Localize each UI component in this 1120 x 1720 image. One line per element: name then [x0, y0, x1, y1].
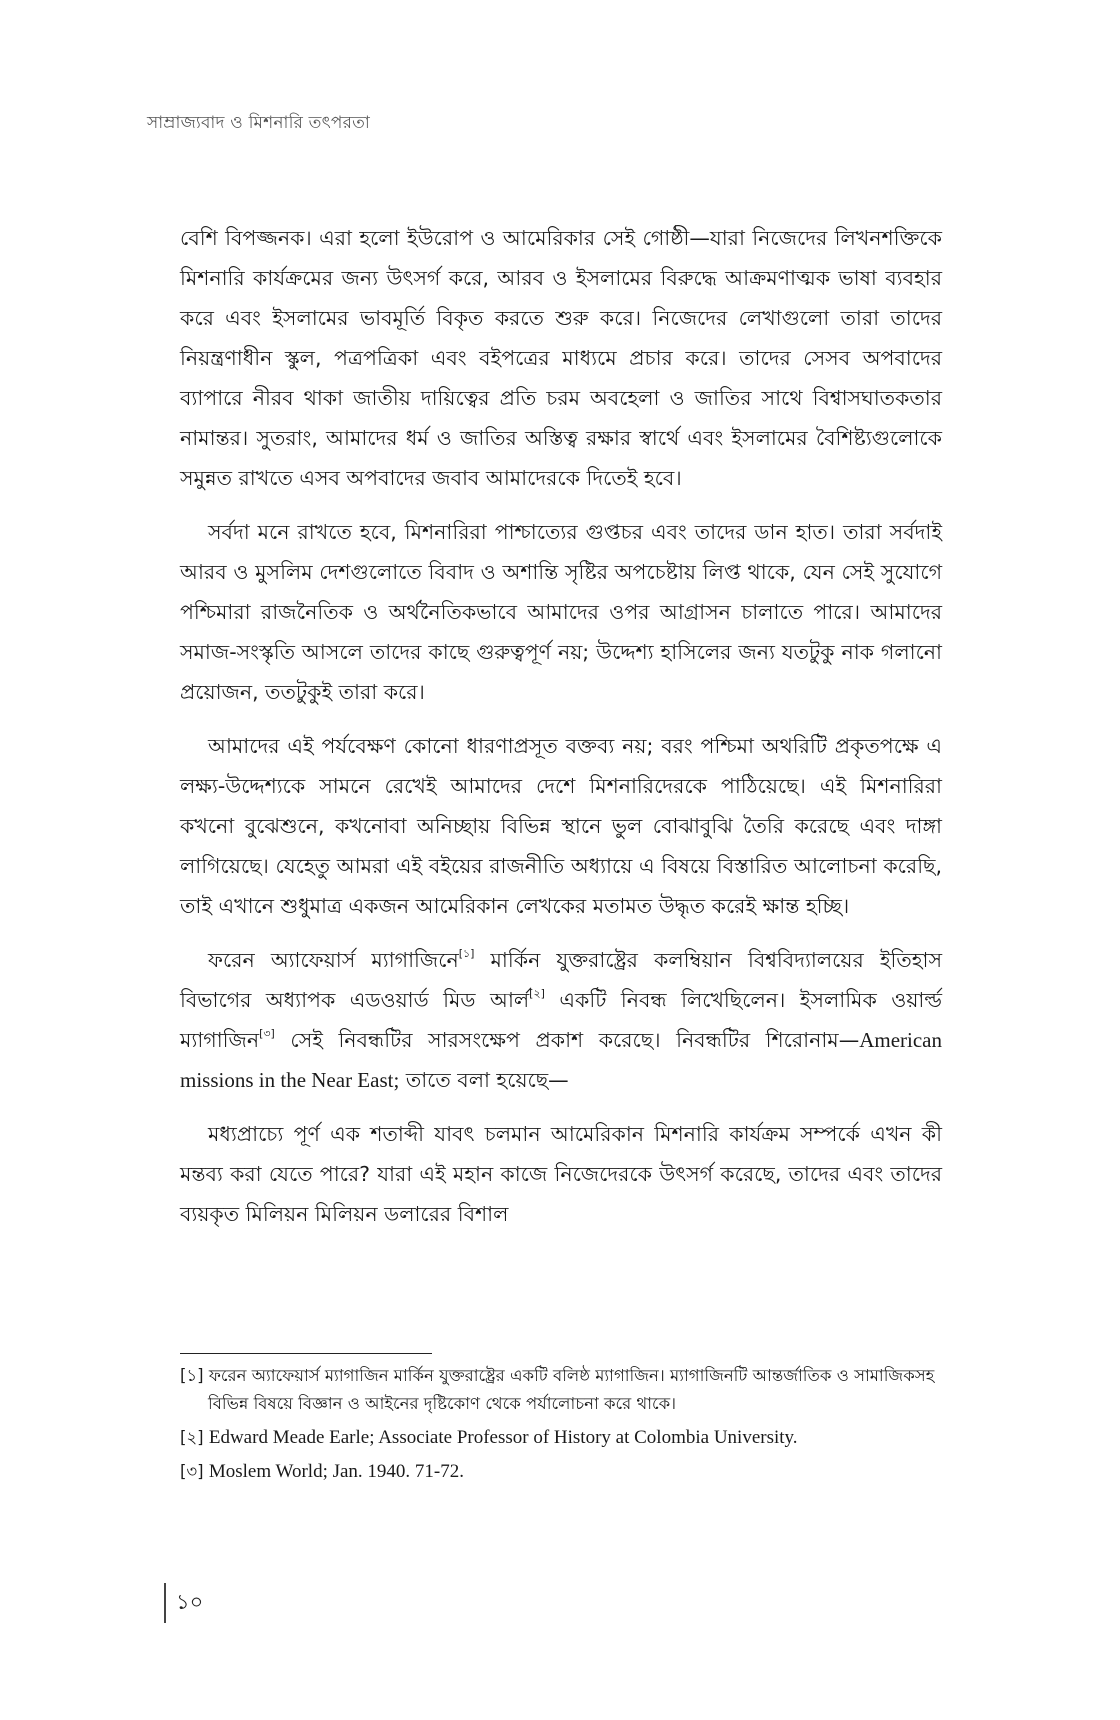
- footnote-text: ফরেন অ্যাফেয়ার্স ম্যাগাজিন মার্কিন যুক্তরাষ্ট্রের একটি বলিষ্ঠ ম্যাগাজিন। ম্যাগাজিনটি আন্তর্জাতিক ও সামাজিকসহ বিভিন্ন বিষয়ে বিজ্ঞান ও আইনের দৃষ্টিকোণ থেকে পর্যালোচনা করে থাকে।: [208, 1366, 935, 1413]
- paragraph-4-text-3: একটি নিবন্ধ লিখেছিলেন। ইসলামিক ওয়ার্ল্ড ম্যাগাজিন: [180, 988, 942, 1052]
- footnote-ref-2[interactable]: [২]: [529, 987, 545, 1000]
- footnote-marker: [১]: [180, 1366, 204, 1385]
- footnotes: [180, 1362, 942, 1486]
- paragraph-4-text-4: সেই নিবন্ধটির সারসংক্ষেপ প্রকাশ করেছে। নিবন্ধটির শিরোনাম—: [274, 1028, 860, 1052]
- paragraph-1: বেশি বিপজ্জনক। এরা হলো ইউরোপ ও আমেরিকার সেই গোষ্ঠী—যারা নিজেদের লিখনশক্তিকে মিশনারি কার্যক্রমের জন্য উৎসর্গ করে, আরব ও ইসলামের বিরুদ্ধে আক্রমণাত্মক ভাষা ব্যবহার করে এবং ইসলামের ভাবমূর্তি বিকৃত করতে শুরু করে। নিজেদের লেখাগুলো তারা তাদের নিয়ন্ত্রণাধীন স্কুল, পত্রপত্রিকা এবং বইপত্রের মাধ্যমে প্রচার করে। তাদের সেসব অপবাদের ব্যাপারে নীরব থাকা জাতীয় দায়িত্বের প্রতি চরম অবহেলা ও জাতির সাথে বিশ্বাসঘাতকতার নামান্তর। সুতরাং, আমাদের ধর্ম ও জাতির অস্তিত্ব রক্ষার স্বার্থে এবং ইসলামের বৈশিষ্ট্যগুলোকে সমুন্নত রাখতে এসব অপবাদের জবাব আমাদেরকে দিতেই হবে।: [180, 226, 942, 490]
- footnote-ref-1[interactable]: [১]: [458, 947, 475, 960]
- page-number-block: [164, 1583, 203, 1623]
- paragraph-4-text-5: তাতে বলা হয়েছে—: [399, 1068, 569, 1092]
- article-title: American missions in the Near East;: [180, 1028, 942, 1092]
- paragraph-4-text-1: ফরেন অ্যাফেয়ার্স ম্যাগাজিনে: [208, 948, 459, 972]
- page-number: ১০: [176, 1589, 204, 1614]
- footnote-3: [180, 1458, 942, 1486]
- body-text: [180, 218, 942, 1234]
- paragraph-4: [180, 940, 942, 1100]
- footnote-text: Edward Meade Earle; Associate Professor of History at Colombia University.: [208, 1427, 798, 1448]
- running-head: সাম্রাজ্যবাদ ও মিশনারি তৎপরতা: [147, 113, 371, 133]
- footnote-marker: [২]: [180, 1428, 204, 1447]
- footnote-marker: [৩]: [180, 1462, 204, 1481]
- footnote-1: [180, 1362, 942, 1418]
- paragraph-3: আমাদের এই পর্যবেক্ষণ কোনো ধারণাপ্রসূত বক্তব্য নয়; বরং পশ্চিমা অথরিটি প্রকৃতপক্ষে এ লক্ষ্য-উদ্দেশ্যকে সামনে রেখেই আমাদের দেশে মিশনারিদেরকে পাঠিয়েছে। এই মিশনারিরা কখনো বুঝেশুনে, কখনোবা অনিচ্ছায় বিভিন্ন স্থানে ভুল বোঝাবুঝি তৈরি করেছে এবং দাঙ্গা লাগিয়েছে। যেহেতু আমরা এই বইয়ের রাজনীতি অধ্যায়ে এ বিষয়ে বিস্তারিত আলোচনা করেছি, তাই এখানে শুধুমাত্র একজন আমেরিকান লেখকের মতামত উদ্ধৃত করেই ক্ষান্ত হচ্ছি।: [180, 734, 942, 918]
- footnote-divider: [180, 1353, 432, 1354]
- quote-paragraph: মধ্যপ্রাচ্যে পূর্ণ এক শতাব্দী যাবৎ চলমান আমেরিকান মিশনারি কার্যক্রম সম্পর্কে এখন কী মন্তব্য করা যেতে পারে? যারা এই মহান কাজে নিজেদেরকে উৎসর্গ করেছে, তাদের এবং তাদের ব্যয়কৃত মিলিয়ন মিলিয়ন ডলারের বিশাল: [180, 1122, 942, 1226]
- paragraph-4-text-2: মার্কিন যুক্তরাষ্ট্রের কলম্বিয়ান বিশ্ববিদ্যালয়ের ইতিহাস বিভাগের অধ্যাপক এডওয়ার্ড মিড আর্ল: [180, 948, 942, 1012]
- footnote-text: Moslem World; Jan. 1940. 71-72.: [208, 1461, 464, 1482]
- footnote-2: [180, 1424, 942, 1452]
- footnote-ref-3[interactable]: [৩]: [259, 1027, 275, 1040]
- paragraph-2: সর্বদা মনে রাখতে হবে, মিশনারিরা পাশ্চাত্যের গুপ্তচর এবং তাদের ডান হাত। তারা সর্বদাই আরব ও মুসলিম দেশগুলোতে বিবাদ ও অশান্তি সৃষ্টির অপচেষ্টায় লিপ্ত থাকে, যেন সেই সুযোগে পশ্চিমারা রাজনৈতিক ও অর্থনৈতিকভাবে আমাদের ওপর আগ্রাসন চালাতে পারে। আমাদের সমাজ-সংস্কৃতি আসলে তাদের কাছে গুরুত্বপূর্ণ নয়; উদ্দেশ্য হাসিলের জন্য যতটুকু নাক গলানো প্রয়োজন, ততটুকুই তারা করে।: [180, 520, 942, 704]
